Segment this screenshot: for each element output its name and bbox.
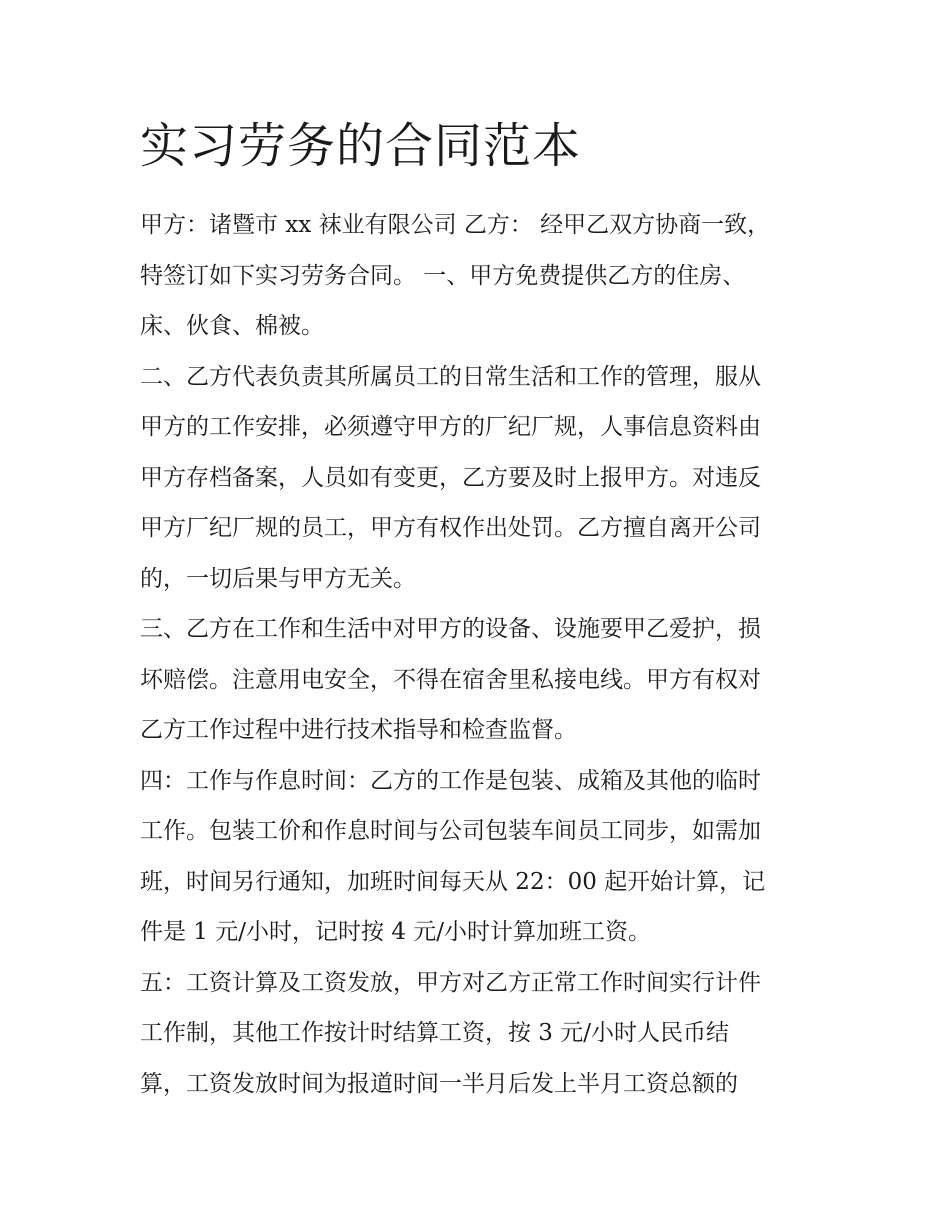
body-line: 工作。包装工价和作息时间与公司包装车间员工同步，如需加 [140, 818, 761, 844]
body-line: 算，工资发放时间为报道时间一半月后发上半月工资总额的 [140, 1071, 738, 1097]
body-line: 特签订如下实习劳务合同。 一、甲方免费提供乙方的住房、 [140, 263, 746, 289]
body-line: 乙方工作过程中进行技术指导和检查监督。 [140, 717, 577, 743]
body-line: 工作制，其他工作按计时结算工资，按 3 元/小时人民币结 [140, 1020, 730, 1046]
body-line: 坏赔偿。注意用电安全，不得在宿舍里私接电线。甲方有权对 [140, 667, 761, 693]
body-line: 甲方：诸暨市 xx 袜业有限公司 乙方： 经甲乙双方协商一致， [140, 212, 771, 238]
body-line: 二、乙方代表负责其所属员工的日常生活和工作的管理，服从 [140, 364, 761, 390]
body-line: 甲方存档备案，人员如有变更，乙方要及时上报甲方。对违反 [140, 465, 761, 491]
body-line: 班，时间另行通知，加班时间每天从 22：00 起开始计算，记 [140, 869, 766, 895]
body-line: 四：工作与作息时间：乙方的工作是包装、成箱及其他的临时 [140, 768, 761, 794]
body-line: 三、乙方在工作和生活中对甲方的设备、设施要甲乙爱护，损 [140, 616, 761, 642]
body-line: 的，一切后果与甲方无关。 [140, 566, 416, 592]
document-title: 实习劳务的合同范本 [140, 118, 582, 174]
body-line: 件是 1 元/小时，记时按 4 元/小时计算加班工资。 [140, 919, 652, 945]
body-line: 床、伙食、棉被。 [140, 313, 324, 339]
body-line: 甲方厂纪厂规的员工，甲方有权作出处罚。乙方擅自离开公司 [140, 515, 761, 541]
body-line: 五：工资计算及工资发放，甲方对乙方正常工作时间实行计件 [140, 970, 761, 996]
body-line: 甲方的工作安排，必须遵守甲方的厂纪厂规，人事信息资料由 [140, 414, 761, 440]
